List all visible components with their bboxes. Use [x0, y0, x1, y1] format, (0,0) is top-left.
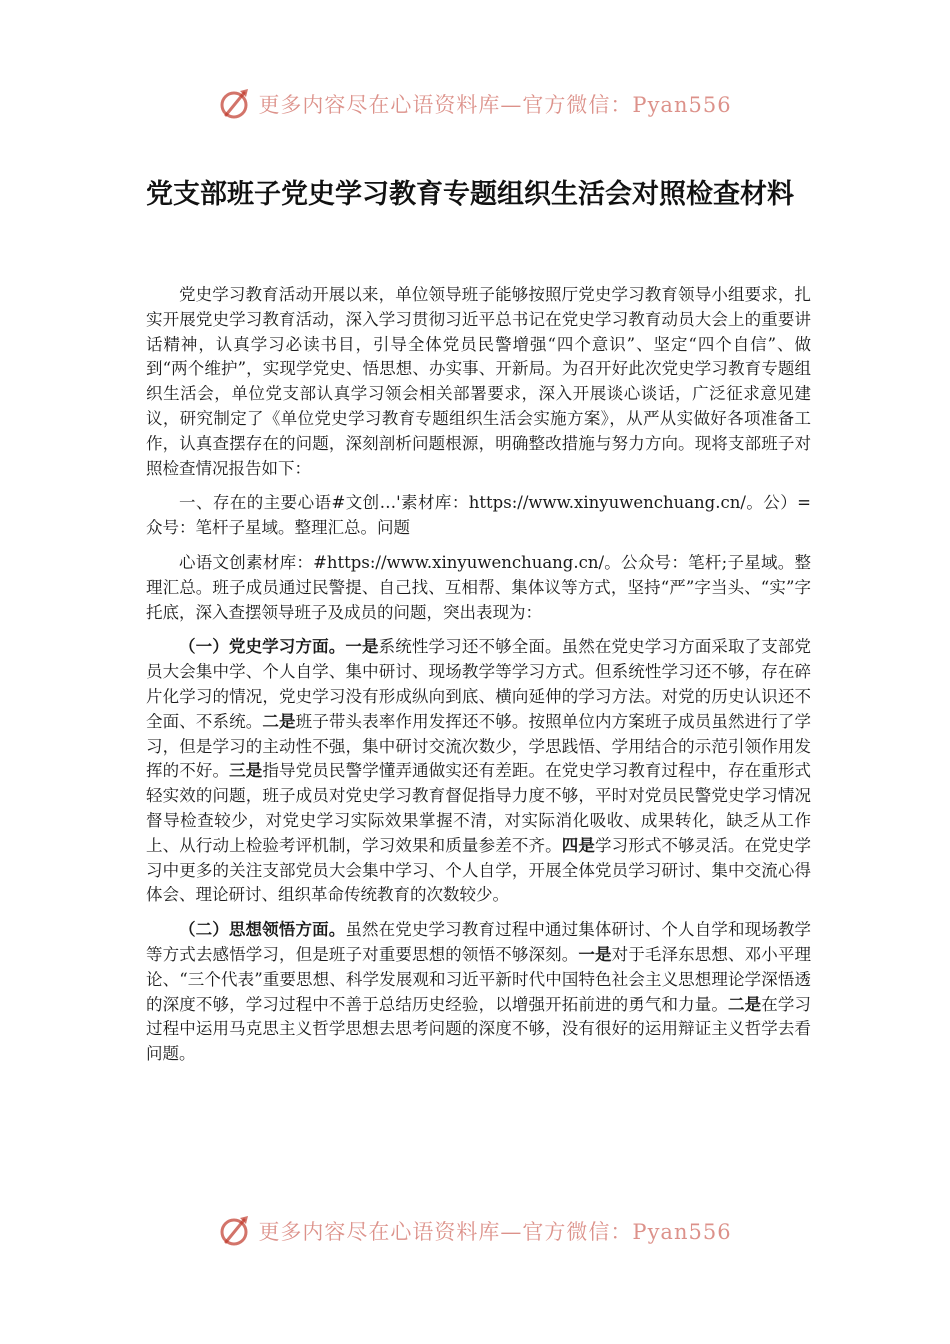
subsection2-paragraph	[146, 918, 811, 1067]
point-label: 一是	[578, 944, 612, 964]
intro-paragraph: 党史学习教育活动开展以来，单位领导班子能够按照厅党史学习教育领导小组要求，扎实开展党史学习教育活动，深入学习贯彻习近平总书记在党史学习教育动员大会上的重要讲话精神，认真学习必读书目，引导全体党员民警增强“四个意识”、坚定“四个自信”、做到“两个维护”，实现学党史、悟思想、办实事、开新局。为召开好此次党史学习教育专题组织生活会，单位党支部认真学习领会相关部署要求，深入开展谈心谈话，广泛征求意见建议，研究制定了《单位党史学习教育专题组织生活会实施方案》，从严从实做好各项准备工作，认真查摆存在的问题，深刻剖析问题根源，明确整改措施与努力方向。现将支部班子对照检查情况报告如下：	[146, 285, 811, 478]
point-text: 学习形式不够灵活。在党史学习中更多的关注支部党员大会集中学习、个人自学，开展全体党员学习研讨、集中交流心得体会、理论研讨、组织革命传统教育的次数较少。	[146, 835, 812, 905]
footer-watermark	[0, 1211, 950, 1251]
point-label: 二是	[728, 994, 762, 1014]
point-text: 系统性学习还不够全面。虽然在党史学习方面采取了支部党员大会集中学、个人自学、集中研讨、现场教学等学习方式。但系统性学习还不够，存在碎片化学习的情况，党史学习没有形成纵向到底、横向延伸的学习方法。对党的历史认识还不全面、不系统。	[146, 637, 812, 731]
brush-logo-icon	[218, 1214, 252, 1248]
subsection1-heading: （一）党史学习方面。	[179, 637, 346, 657]
subsection2-heading: （二）思想领悟方面。	[179, 920, 346, 940]
point-text: 班子带头表率作用发挥还不够。按照单位内方案班子成员虽然进行了学习，但是学习的主动性不强，集中研讨交流次数少，学思践悟、学用结合的示范引领作用发挥的不好。	[146, 711, 812, 781]
point-label: 一是	[345, 637, 379, 657]
subsection2-lead: 虽然在党史学习教育过程中通过集体研讨、个人自学和现场教学等方式去感悟学习，但是班子对重要思想的领悟不够深刻。	[146, 920, 812, 964]
header-watermark	[0, 84, 950, 124]
watermark-text: 更多内容尽在心语资料库—官方微信：Pyan556	[258, 1220, 732, 1244]
section1-heading: 一、存在的主要心语#文创…'素材库：https://www.xinyuwenchuang.cn/。公）=众号：笔杆子星域。整理汇总。问题	[146, 493, 811, 538]
point-text: 对于毛泽东思想、邓小平理论、“三个代表”重要思想、科学发展观和习近平新时代中国特色社会主义思想理论学深悟透的深度不够，学习过程中不善于总结历史经验，以增强开拓前进的勇气和力量。	[146, 944, 812, 1014]
brush-logo-icon	[218, 87, 252, 121]
section1-intro: 心语文创素材库：#https://www.xinyuwenchuang.cn/。公众号：笔杆;子星域。整理汇总。班子成员通过民警提、自己找、互相帮、集体议等方式，坚持“严”字当头、“实”字托底，深入查摆领导班子及成员的问题，突出表现为：	[146, 552, 811, 622]
point-label: 二是	[262, 711, 296, 731]
point-label: 四是	[561, 835, 595, 855]
point-text: 在学习过程中运用马克思主义哲学思想去思考问题的深度不够，没有很好的运用辩证主义哲学去看问题。	[146, 994, 812, 1064]
document-title: 党支部班子党史学习教育专题组织生活会对照检查材料	[146, 179, 794, 210]
subsection1-paragraph	[146, 635, 811, 908]
watermark-text: 更多内容尽在心语资料库—官方微信：Pyan556	[258, 93, 732, 117]
point-text: 指导党员民警学懂弄通做实还有差距。在党史学习教育过程中，存在重形式轻实效的问题，班子成员对党史学习教育督促指导力度不够，平时对党员民警党史学习情况督导检查较少，对党史学习实际效果掌握不清，对实际消化吸收、成果转化，缺乏从工作上、从行动上检验考评机制，学习效果和质量参差不齐。	[146, 761, 812, 855]
point-label: 三是	[229, 761, 263, 781]
document-body	[146, 283, 811, 1067]
